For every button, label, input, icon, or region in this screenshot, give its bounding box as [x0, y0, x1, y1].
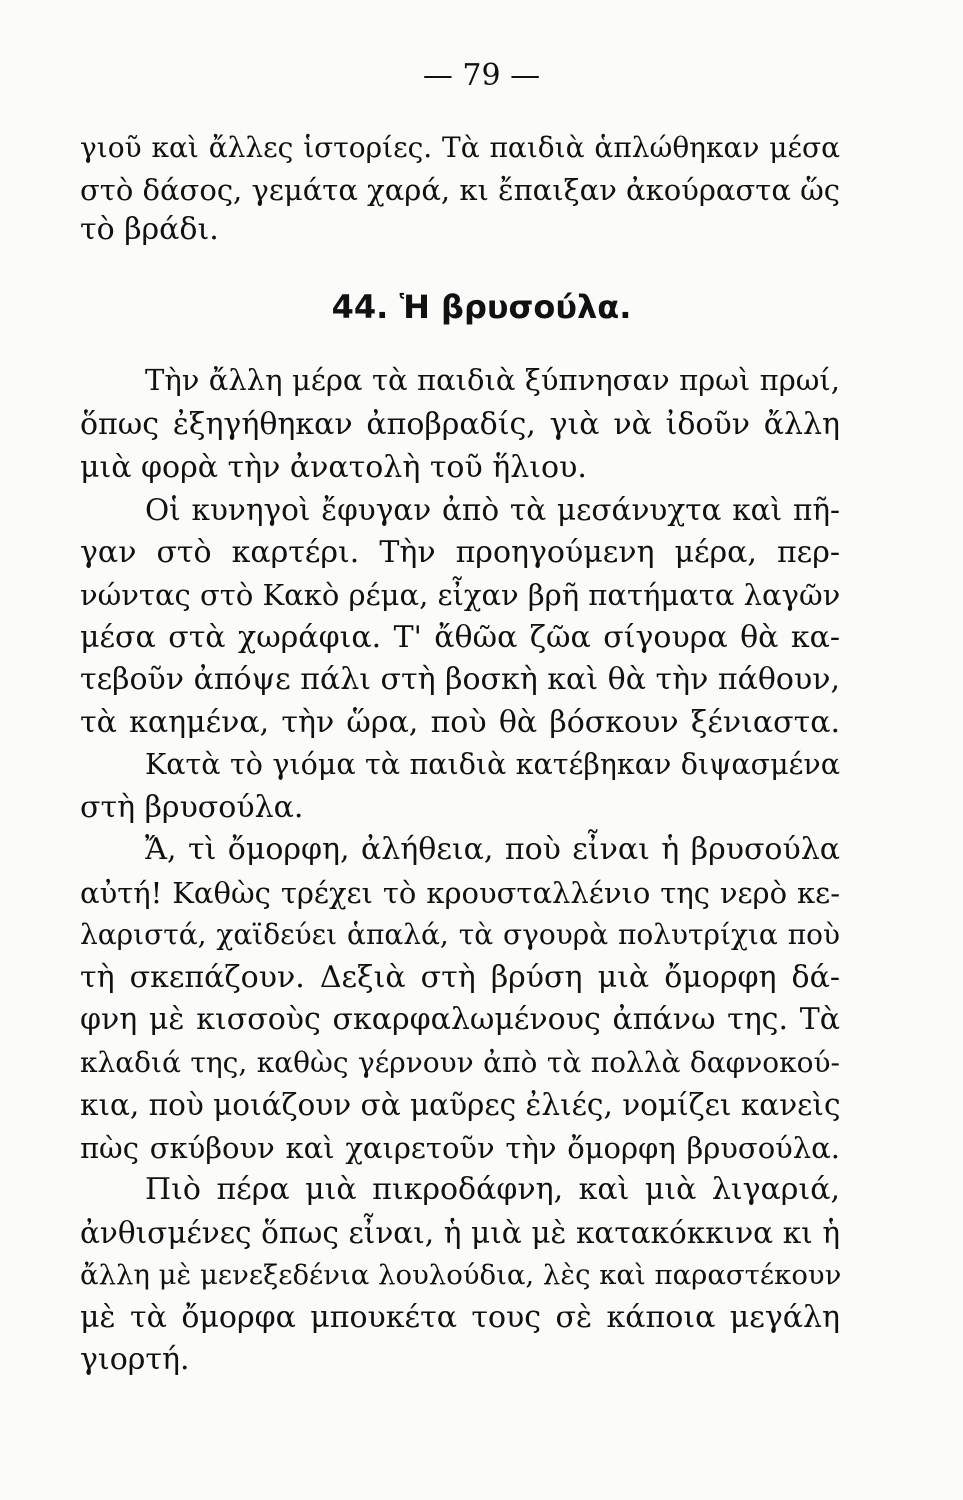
- text-line: μιὰ φορὰ τὴν ἀνατολὴ τοῦ ἥλιου.: [80, 450, 587, 485]
- text-line: αὐτή! Καθὼς τρέχει τὸ κρουσταλλένιο της νερὸ κε-: [80, 876, 840, 910]
- text-line: ὅπως ἐξηγήθηκαν ἀποβραδίς, γιὰ νὰ ἰδοῦν ἄλλη: [80, 407, 840, 442]
- text-line: μέσα στὰ χωράφια. Τ' ἄθῶα ζῶα σίγουρα θὰ κα-: [80, 620, 840, 655]
- text-line: γιορτή.: [80, 1342, 190, 1377]
- text-line: πὼς σκύβουν καὶ χαιρετοῦν τὴν ὄμορφη βρυσούλα.: [80, 1131, 840, 1165]
- text-line: γιοῦ καὶ ἄλλες ἱστορίες. Τὰ παιδιὰ ἁπλώθηκαν μέσα: [80, 131, 840, 164]
- page-number: — 79 —: [422, 58, 541, 93]
- text-line: Τὴν ἄλλη μέρα τὰ παιδιὰ ξύπνησαν πρωὶ πρωί,: [145, 363, 840, 397]
- text-line: κλαδιά της, καθὼς γέρνουν ἀπὸ τὰ πολλὰ δαφνοκού-: [80, 1046, 840, 1079]
- text-line: στὴ βρυσούλα.: [80, 790, 304, 825]
- text-line: Κατὰ τὸ γιόμα τὰ παιδιὰ κατέβηκαν διψασμένα: [145, 748, 840, 781]
- text-line: φνη μὲ κισσοὺς σκαρφαλωμένους ἀπάνω της. Τὰ: [80, 1002, 840, 1037]
- text-line: Πιὸ πέρα μιὰ πικροδάφνη, καὶ μιὰ λιγαριά,: [145, 1172, 840, 1207]
- text-line: στὸ δάσος, γεμάτα χαρά, κι ἔπαιξαν ἀκούραστα ὥς: [80, 173, 841, 207]
- text-line: ἄλλη μὲ μενεξεδένια λουλούδια, λὲς καὶ παραστέκουν: [80, 1259, 842, 1291]
- text-line: κια, ποὺ μοιάζουν σὰ μαῦρες ἐλιές, νομίζει κανεὶς: [80, 1088, 841, 1122]
- text-line: ἀνθισμένες ὅπως εἶναι, ἡ μιὰ μὲ κατακόκκινα κι ἡ: [80, 1216, 840, 1250]
- text-line: Ἄ, τὶ ὄμορφη, ἀλήθεια, ποὺ εἶναι ἡ βρυσούλα: [145, 832, 840, 867]
- text-line: λαριστά, χαϊδεύει ἁπαλά, τὰ σγουρὰ πολυτρίχια ποὺ: [80, 918, 840, 951]
- text-line: τὸ βράδι.: [80, 212, 219, 247]
- text-line: μὲ τὰ ὄμορφα μπουκέτα τους σὲ κάποια μεγάλη: [80, 1300, 840, 1335]
- text-line: τὴ σκεπάζουν. Δεξιὰ στὴ βρύση μιὰ ὄμορφη δά-: [80, 960, 840, 995]
- text-line: Οἱ κυνηγοὶ ἔφυγαν ἀπὸ τὰ μεσάνυχτα καὶ πῆ-: [145, 493, 840, 527]
- text-line: τὰ καημένα, τὴν ὥρα, ποὺ θὰ βόσκουν ξένιαστα.: [80, 705, 840, 740]
- text-line: νώντας στὸ Κακὸ ρέμα, εἶχαν βρῆ πατήματα λαγῶν: [80, 578, 841, 612]
- section-heading: 44. Ἡ βρυσούλα.: [331, 288, 632, 326]
- text-line: τεβοῦν ἀπόψε πάλι στὴ βοσκὴ καὶ θὰ τὴν πάθουν,: [80, 662, 840, 697]
- text-line: γαν στὸ καρτέρι. Τὴν προηγούμενη μέρα, περ-: [80, 535, 840, 570]
